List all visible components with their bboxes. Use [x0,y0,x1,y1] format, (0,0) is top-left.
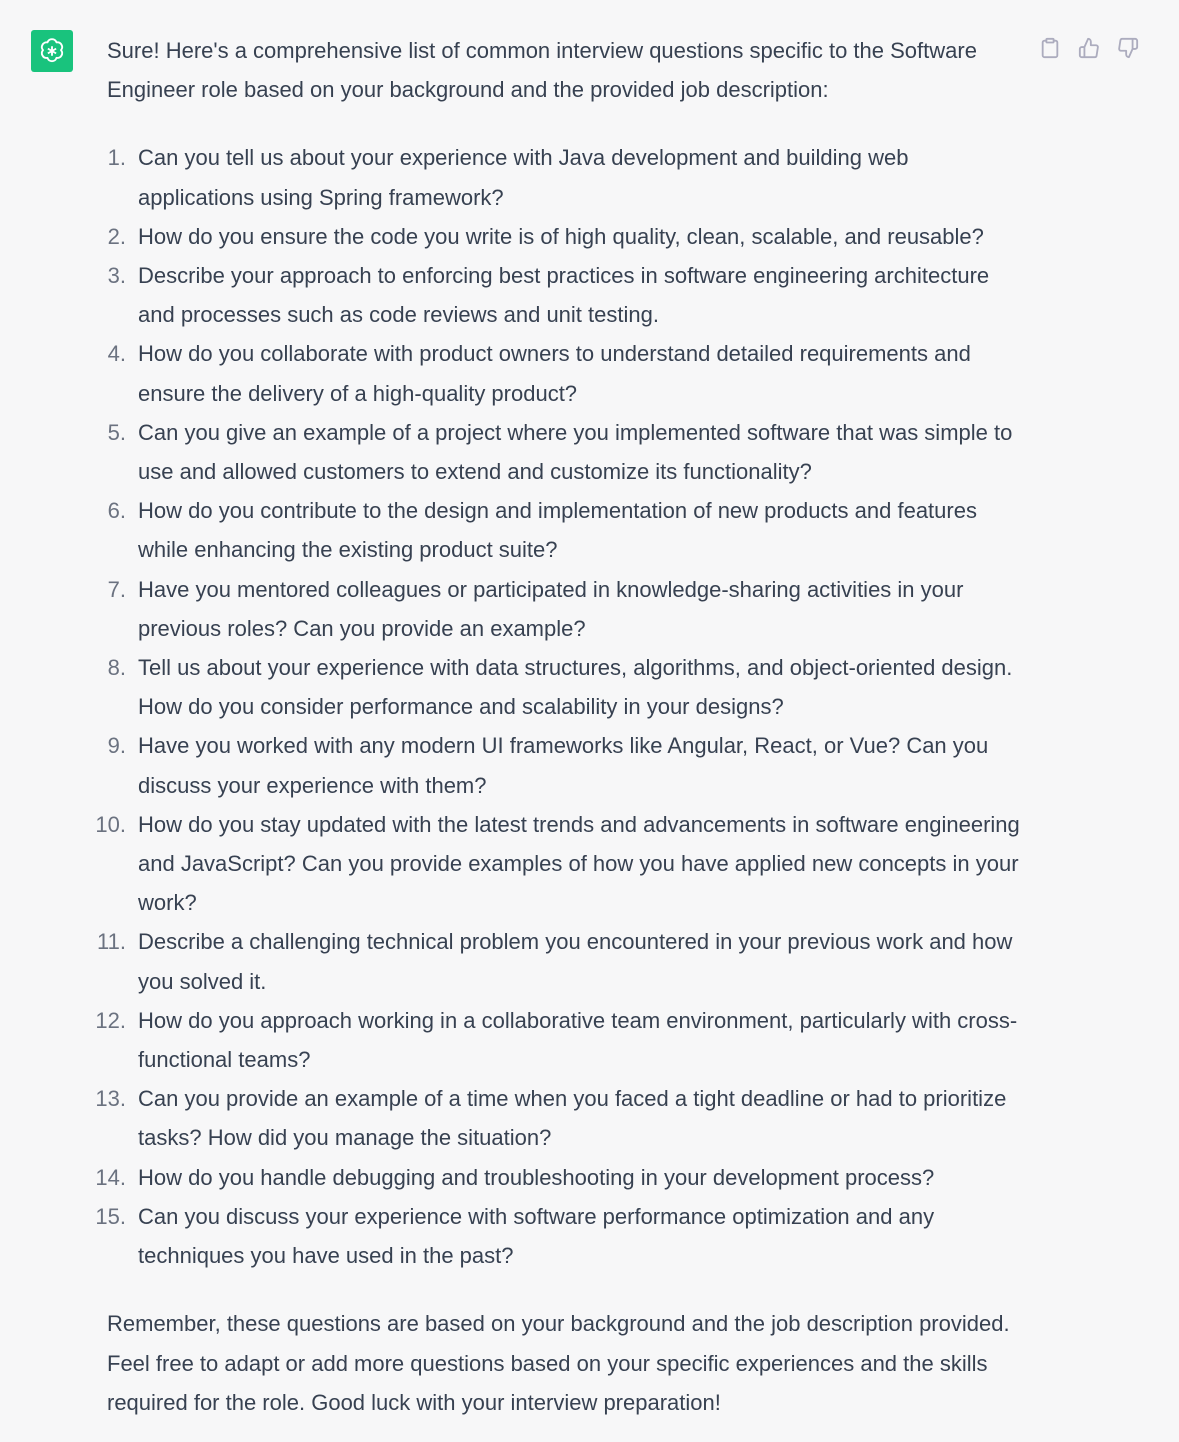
list-item-text: Describe your approach to enforcing best practices in software engineering architecture and processes such as code reviews and unit testing. [138,263,990,328]
list-item-text: Can you give an example of a project where you implemented software that was simple to use and allowed customers to extend and customize its functionality? [138,419,1013,485]
list-item [107,570,1027,648]
list-item-number: 7. [107,576,126,602]
list-item-number: 6. [107,498,126,524]
list-item-text: How do you ensure the code you write is of high quality, clean, scalable, and reusable? [138,223,984,249]
list-item-text: Describe a challenging technical problem you encountered in your previous work and how you solved it. [138,929,1013,994]
list-item-text: Have you mentored colleagues or participated in knowledge-sharing activities in your previous roles? Can you provide an example? [138,576,964,641]
list-item-number: 9. [107,733,126,759]
list-item [95,1158,1027,1197]
message-actions [1036,34,1141,61]
thumbs-down-icon [1117,37,1139,59]
assistant-avatar [31,30,73,72]
list-item-number: 15. [95,1203,126,1229]
list-item [107,138,1027,216]
list-item [107,334,1027,412]
list-item-text: How do you handle debugging and troubleshooting in your development process? [138,1164,935,1190]
list-item [107,648,1027,726]
clipboard-icon [1039,37,1061,59]
message-closing: Remember, these questions are based on your background and the job description provided. Feel free to adapt or add more questions based on your specific experiences and the skills required for the role. Good luck with your interview preparation! [107,1311,1010,1415]
list-item-number: 3. [107,263,126,289]
list-item [95,1001,1027,1079]
thumbs-down-button[interactable] [1114,34,1141,61]
list-item-number: 8. [107,655,126,681]
list-item [107,256,1027,334]
list-item-number: 12. [95,1007,126,1033]
list-item [97,922,1027,1000]
question-list [95,138,1027,1275]
list-item [107,726,1027,804]
list-item-number: 2. [107,223,126,249]
openai-logo-icon [37,36,67,66]
list-item-text: Can you provide an example of a time when you faced a tight deadline or had to prioritize tasks? How did you manage the situation? [138,1086,1007,1151]
list-item-number: 11. [97,929,126,955]
list-item-text: How do you approach working in a collaborative team environment, particularly with cross-functional teams? [138,1007,1018,1073]
list-item-text: How do you stay updated with the latest trends and advancements in software engineering and JavaScript? Can you provide examples of how you have applied new concepts in your work? [138,811,1020,916]
list-item-number: 1. [107,145,126,171]
thumbs-up-icon [1078,37,1100,59]
message-content [95,31,1027,1422]
list-item [107,413,1027,491]
list-item-number: 5. [107,419,126,445]
list-item-text: Can you discuss your experience with software performance optimization and any techniques you have used in the past? [138,1203,935,1269]
list-item [95,805,1027,923]
list-item-number: 13. [95,1086,126,1112]
list-item [107,491,1027,569]
list-item-text: How do you contribute to the design and implementation of new products and features while enhancing the existing product suite? [138,498,977,563]
list-item-text: Have you worked with any modern UI frameworks like Angular, React, or Vue? Can you discuss your experience with them? [138,733,989,798]
copy-button[interactable] [1036,34,1063,61]
list-item [107,217,1027,256]
list-item-number: 14. [95,1164,126,1190]
list-item-number: 4. [107,341,126,367]
list-item [95,1197,1027,1275]
thumbs-up-button[interactable] [1075,34,1102,61]
list-item [95,1079,1027,1157]
list-item-number: 10. [95,811,126,837]
list-item-text: Can you tell us about your experience with Java development and building web applications using Spring framework? [138,145,909,210]
list-item-text: Tell us about your experience with data structures, algorithms, and object-oriented design. How do you consider performance and scalability in your designs? [138,655,1013,720]
message-intro: Sure! Here's a comprehensive list of common interview questions specific to the Software Engineer role based on your background and the provided job description: [107,38,977,103]
list-item-text: How do you collaborate with product owners to understand detailed requirements and ensure the delivery of a high-quality product? [138,341,971,406]
